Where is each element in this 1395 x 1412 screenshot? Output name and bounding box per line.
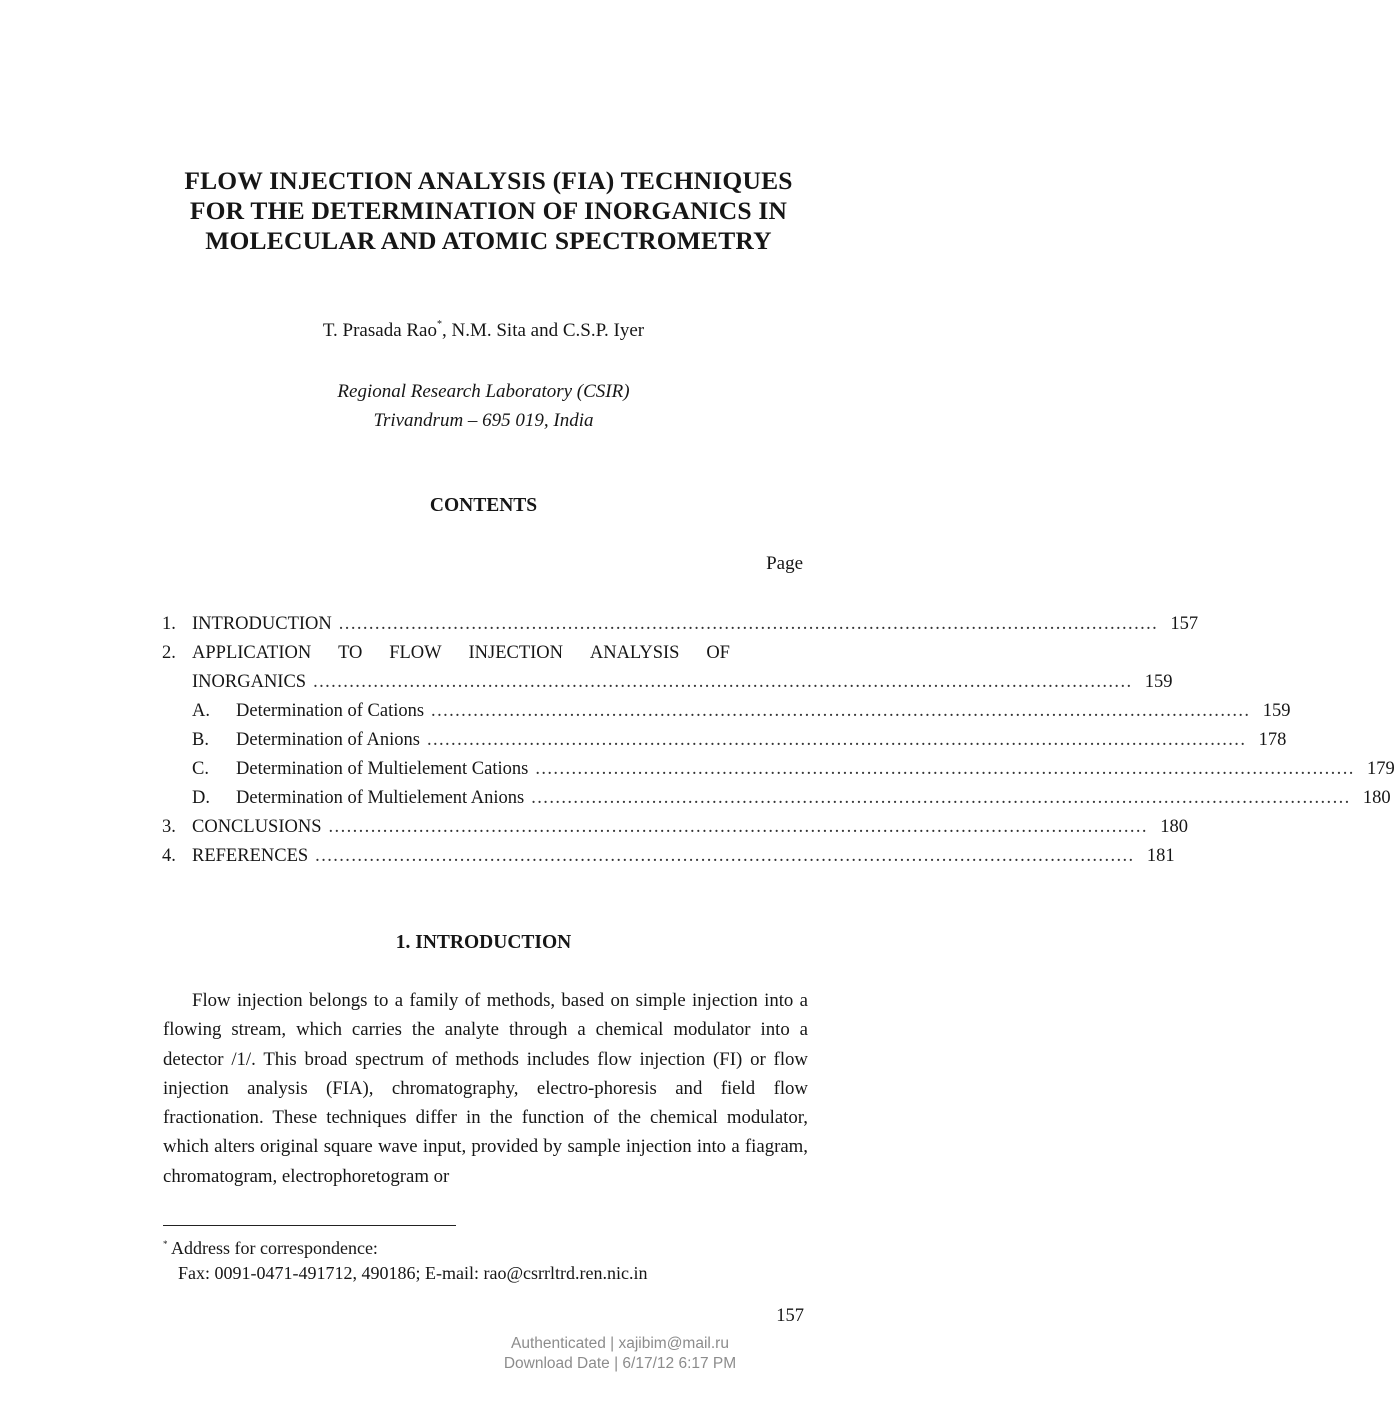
intro-paragraph: Flow injection belongs to a family of methods, based on simple injection into a flowing stream, which carries the analyte through a chemical modulator into a detector /1/. This broad spectrum of methods includes flow injection (FI) or flow injection analysis (FIA), chromatography, electro-phoresis and field flow fractionation. These techniques differ in the function of the chemical modulator, which alters original square wave input, provided by sample injection into a fiagram, chromatogram, electrophoretogram or bbox=[163, 990, 808, 1187]
footnote bbox=[163, 1236, 648, 1286]
toc-label-word: FLOW bbox=[389, 643, 442, 663]
watermark-line: Download Date | 6/17/12 6:17 PM bbox=[503, 1355, 737, 1372]
toc-leader: ........................................................................................................................................ bbox=[315, 846, 1135, 866]
download-watermark bbox=[430, 1334, 810, 1374]
toc-label-word: OF bbox=[706, 643, 730, 663]
toc-label: Determination of Anions bbox=[236, 730, 420, 750]
toc-page: 178 bbox=[1258, 730, 1287, 750]
page-number: 157 bbox=[776, 1306, 804, 1326]
title-line: MOLECULAR AND ATOMIC SPECTROMETRY bbox=[205, 226, 772, 255]
toc-page: 180 bbox=[1160, 817, 1188, 837]
toc-label-word: INJECTION bbox=[468, 643, 564, 663]
toc-page: 159 bbox=[1262, 701, 1291, 721]
footnote-mark: * bbox=[163, 1239, 168, 1249]
toc-label bbox=[192, 639, 804, 668]
toc-page: 180 bbox=[1362, 788, 1391, 808]
footnote-line: Address for correspondence: bbox=[171, 1238, 378, 1258]
watermark-line: Authenticated | xajibim@mail.ru bbox=[511, 1335, 729, 1352]
correspondence-mark: * bbox=[436, 318, 442, 330]
toc-label: REFERENCES bbox=[192, 846, 309, 866]
toc-leader: ........................................................................................................................................ bbox=[313, 672, 1133, 692]
toc-label: Determination of Multielement Anions bbox=[236, 788, 525, 808]
table-of-contents bbox=[162, 610, 1395, 871]
toc-page: 159 bbox=[1144, 672, 1173, 692]
footnote-rule bbox=[163, 1225, 456, 1226]
toc-label-word: TO bbox=[338, 643, 363, 663]
toc-page: 179 bbox=[1367, 759, 1395, 779]
toc-letter: C. bbox=[192, 759, 209, 779]
footnote-line: Fax: 0091-0471-491712, 490186; E-mail: rao@csrrltrd.ren.nic.in bbox=[178, 1263, 648, 1283]
toc-entry bbox=[162, 610, 1199, 639]
toc-leader: ........................................................................................................................................ bbox=[531, 788, 1351, 808]
toc-leader: ........................................................................................................................................ bbox=[328, 817, 1148, 837]
author-first: T. Prasada Rao bbox=[322, 320, 437, 341]
toc-entry bbox=[162, 842, 1175, 871]
title-line: FLOW INJECTION ANALYSIS (FIA) TECHNIQUES bbox=[184, 166, 793, 195]
toc-leader: ........................................................................................................................................ bbox=[535, 759, 1355, 779]
toc-label-word: APPLICATION bbox=[192, 643, 312, 663]
toc-page-label: Page bbox=[766, 553, 803, 574]
toc-page: 157 bbox=[1170, 614, 1199, 634]
toc-subentry bbox=[162, 697, 1291, 726]
toc-letter: A. bbox=[192, 701, 210, 721]
section-heading: 1. INTRODUCTION bbox=[395, 932, 572, 953]
title-line: FOR THE DETERMINATION OF INORGANICS IN bbox=[189, 196, 788, 225]
toc-label: Determination of Cations bbox=[236, 701, 425, 721]
toc-leader: ........................................................................................................................................ bbox=[338, 614, 1159, 634]
toc-letter: D. bbox=[192, 788, 210, 808]
toc-number: 1. bbox=[162, 614, 176, 634]
toc-entry bbox=[162, 639, 804, 668]
author-list bbox=[0, 320, 967, 342]
toc-label: Determination of Multielement Cations bbox=[236, 759, 529, 779]
affiliation-line: Trivandrum – 695 019, India bbox=[373, 410, 594, 431]
affiliation-line: Regional Research Laboratory (CSIR) bbox=[337, 381, 630, 402]
toc-label-word: ANALYSIS bbox=[589, 643, 680, 663]
toc-number: 4. bbox=[162, 846, 176, 866]
toc-subentry bbox=[162, 755, 1395, 784]
toc-subentry bbox=[162, 726, 1287, 755]
toc-leader: ........................................................................................................................................ bbox=[426, 730, 1247, 750]
paper-title bbox=[100, 166, 877, 256]
toc-number: 3. bbox=[162, 817, 176, 837]
contents-heading: CONTENTS bbox=[429, 495, 538, 516]
toc-label: CONCLUSIONS bbox=[192, 817, 322, 837]
toc-leader: ........................................................................................................................................ bbox=[431, 701, 1251, 721]
affiliation bbox=[0, 377, 967, 435]
toc-subentry bbox=[162, 784, 1391, 813]
toc-page: 181 bbox=[1146, 846, 1175, 866]
toc-label: INTRODUCTION bbox=[192, 614, 332, 634]
toc-letter: B. bbox=[192, 730, 209, 750]
toc-label: INORGANICS bbox=[192, 672, 307, 692]
toc-entry bbox=[162, 813, 1188, 842]
toc-number: 2. bbox=[162, 643, 176, 663]
toc-entry-continuation bbox=[162, 668, 1173, 697]
author-rest: , N.M. Sita and C.S.P. Iyer bbox=[441, 320, 645, 341]
